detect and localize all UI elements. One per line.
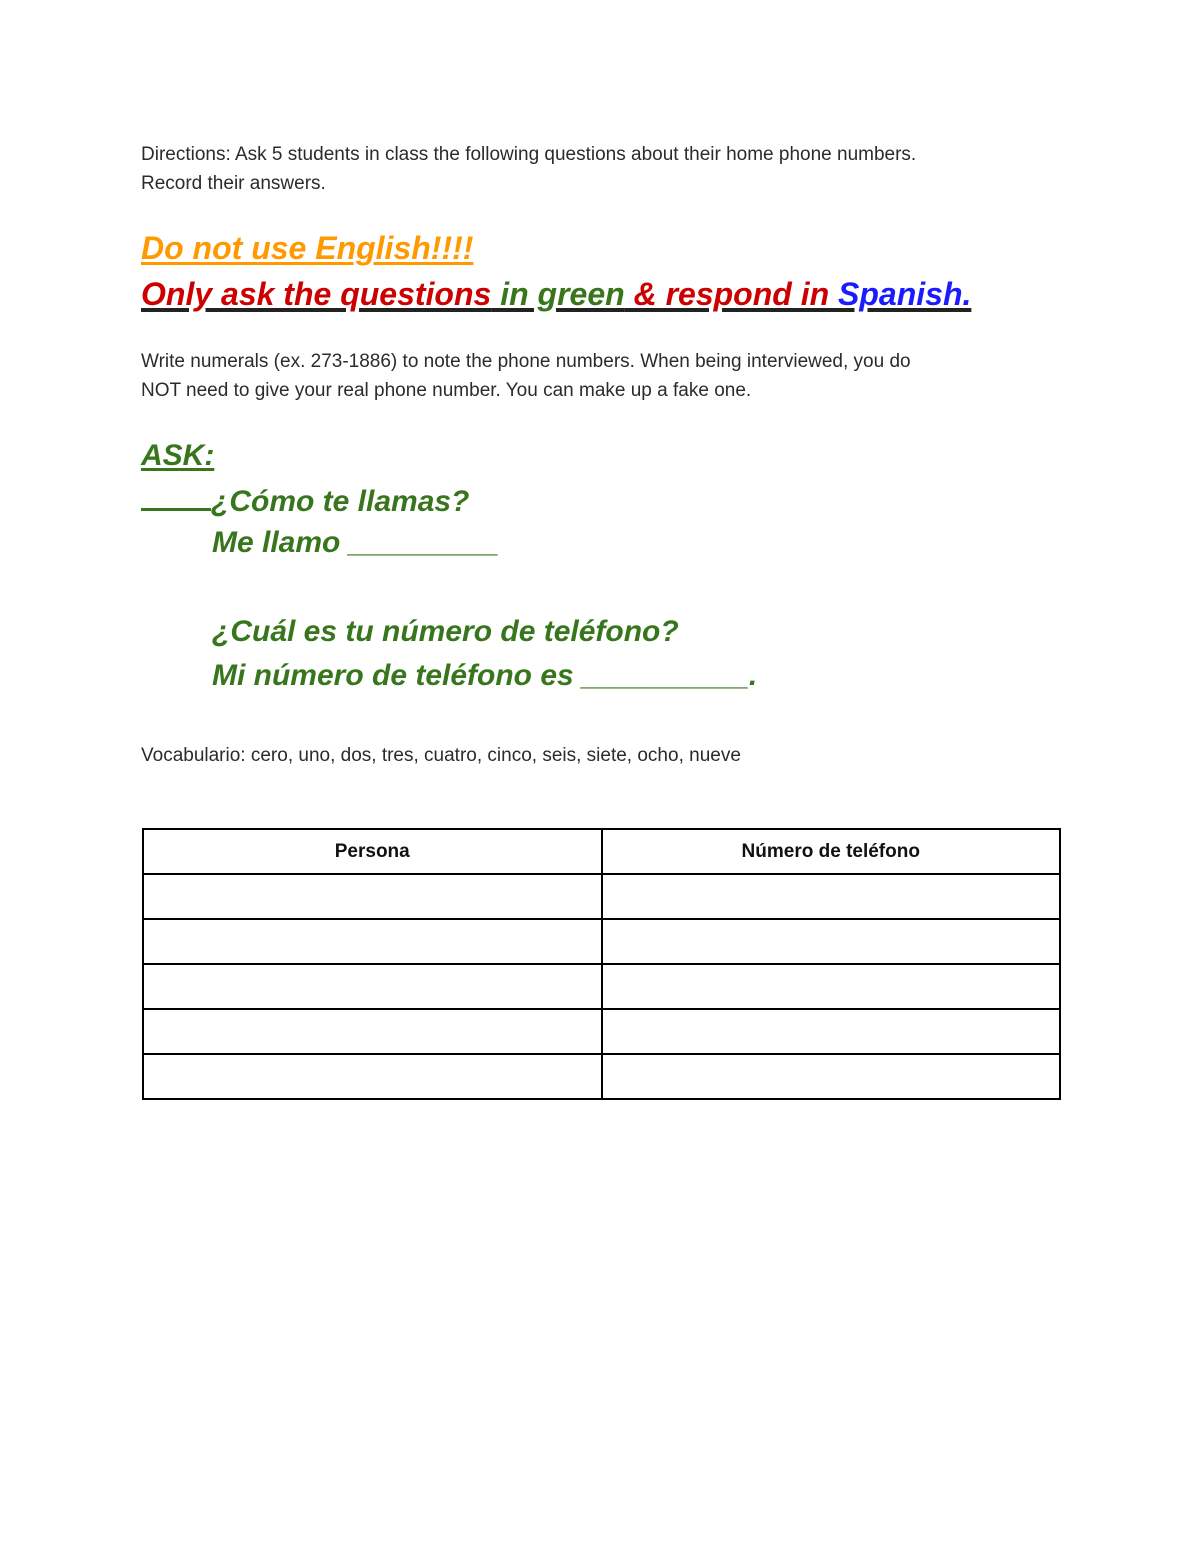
question-phone: ¿Cuál es tu número de teléfono? [212,615,679,648]
phone-cell[interactable] [602,874,1061,919]
question-name-row [141,480,469,521]
persona-cell[interactable] [143,1009,602,1054]
warning-spanish: Spanish. [838,276,972,312]
phone-cell[interactable] [602,919,1061,964]
warning-respond-in: & respond in [624,276,839,312]
phone-cell[interactable] [602,964,1061,1009]
header-persona: Persona [143,829,602,874]
directions-line-1: Directions: Ask 5 students in class the following questions about their home phone numbers. [141,144,917,165]
persona-cell[interactable] [143,919,602,964]
table-row [143,919,1060,964]
table-row [143,964,1060,1009]
write-numerals-note [141,347,1081,405]
phone-cell[interactable] [602,1054,1061,1099]
write-note-line-2: NOT need to give your real phone number. You can make up a fake one. [141,380,752,401]
answer-name: Me llamo _________ [212,526,499,559]
vocabulary-line: Vocabulario: cero, uno, dos, tres, cuatro, cinco, seis, siete, ocho, nueve [141,745,741,766]
write-note-line-1: Write numerals (ex. 273-1886) to note the phone numbers. When being interviewed, you do [141,351,911,372]
header-phone-number: Número de teléfono [602,829,1061,874]
persona-cell[interactable] [143,1054,602,1099]
answer-phone: Mi número de teléfono es __________. [212,659,758,692]
warning-in-green: in green [491,276,625,312]
warning-only-ask [141,274,971,314]
answers-table [142,828,1061,1100]
phone-cell[interactable] [602,1009,1061,1054]
directions-text [141,140,1081,198]
question-name: ¿Cómo te llamas? [211,485,470,518]
ask-label: ASK: [141,439,215,472]
table-row [143,874,1060,919]
directions-line-2: Record their answers. [141,173,326,194]
table-header-row [143,829,1060,874]
warning-only-ask-red: Only ask the questions [141,276,492,312]
warning-no-english: Do not use English!!!! [141,230,474,266]
persona-cell[interactable] [143,964,602,1009]
table-row [143,1009,1060,1054]
table-row [143,1054,1060,1099]
persona-cell[interactable] [143,874,602,919]
checkbox-blank-line[interactable] [141,480,211,511]
